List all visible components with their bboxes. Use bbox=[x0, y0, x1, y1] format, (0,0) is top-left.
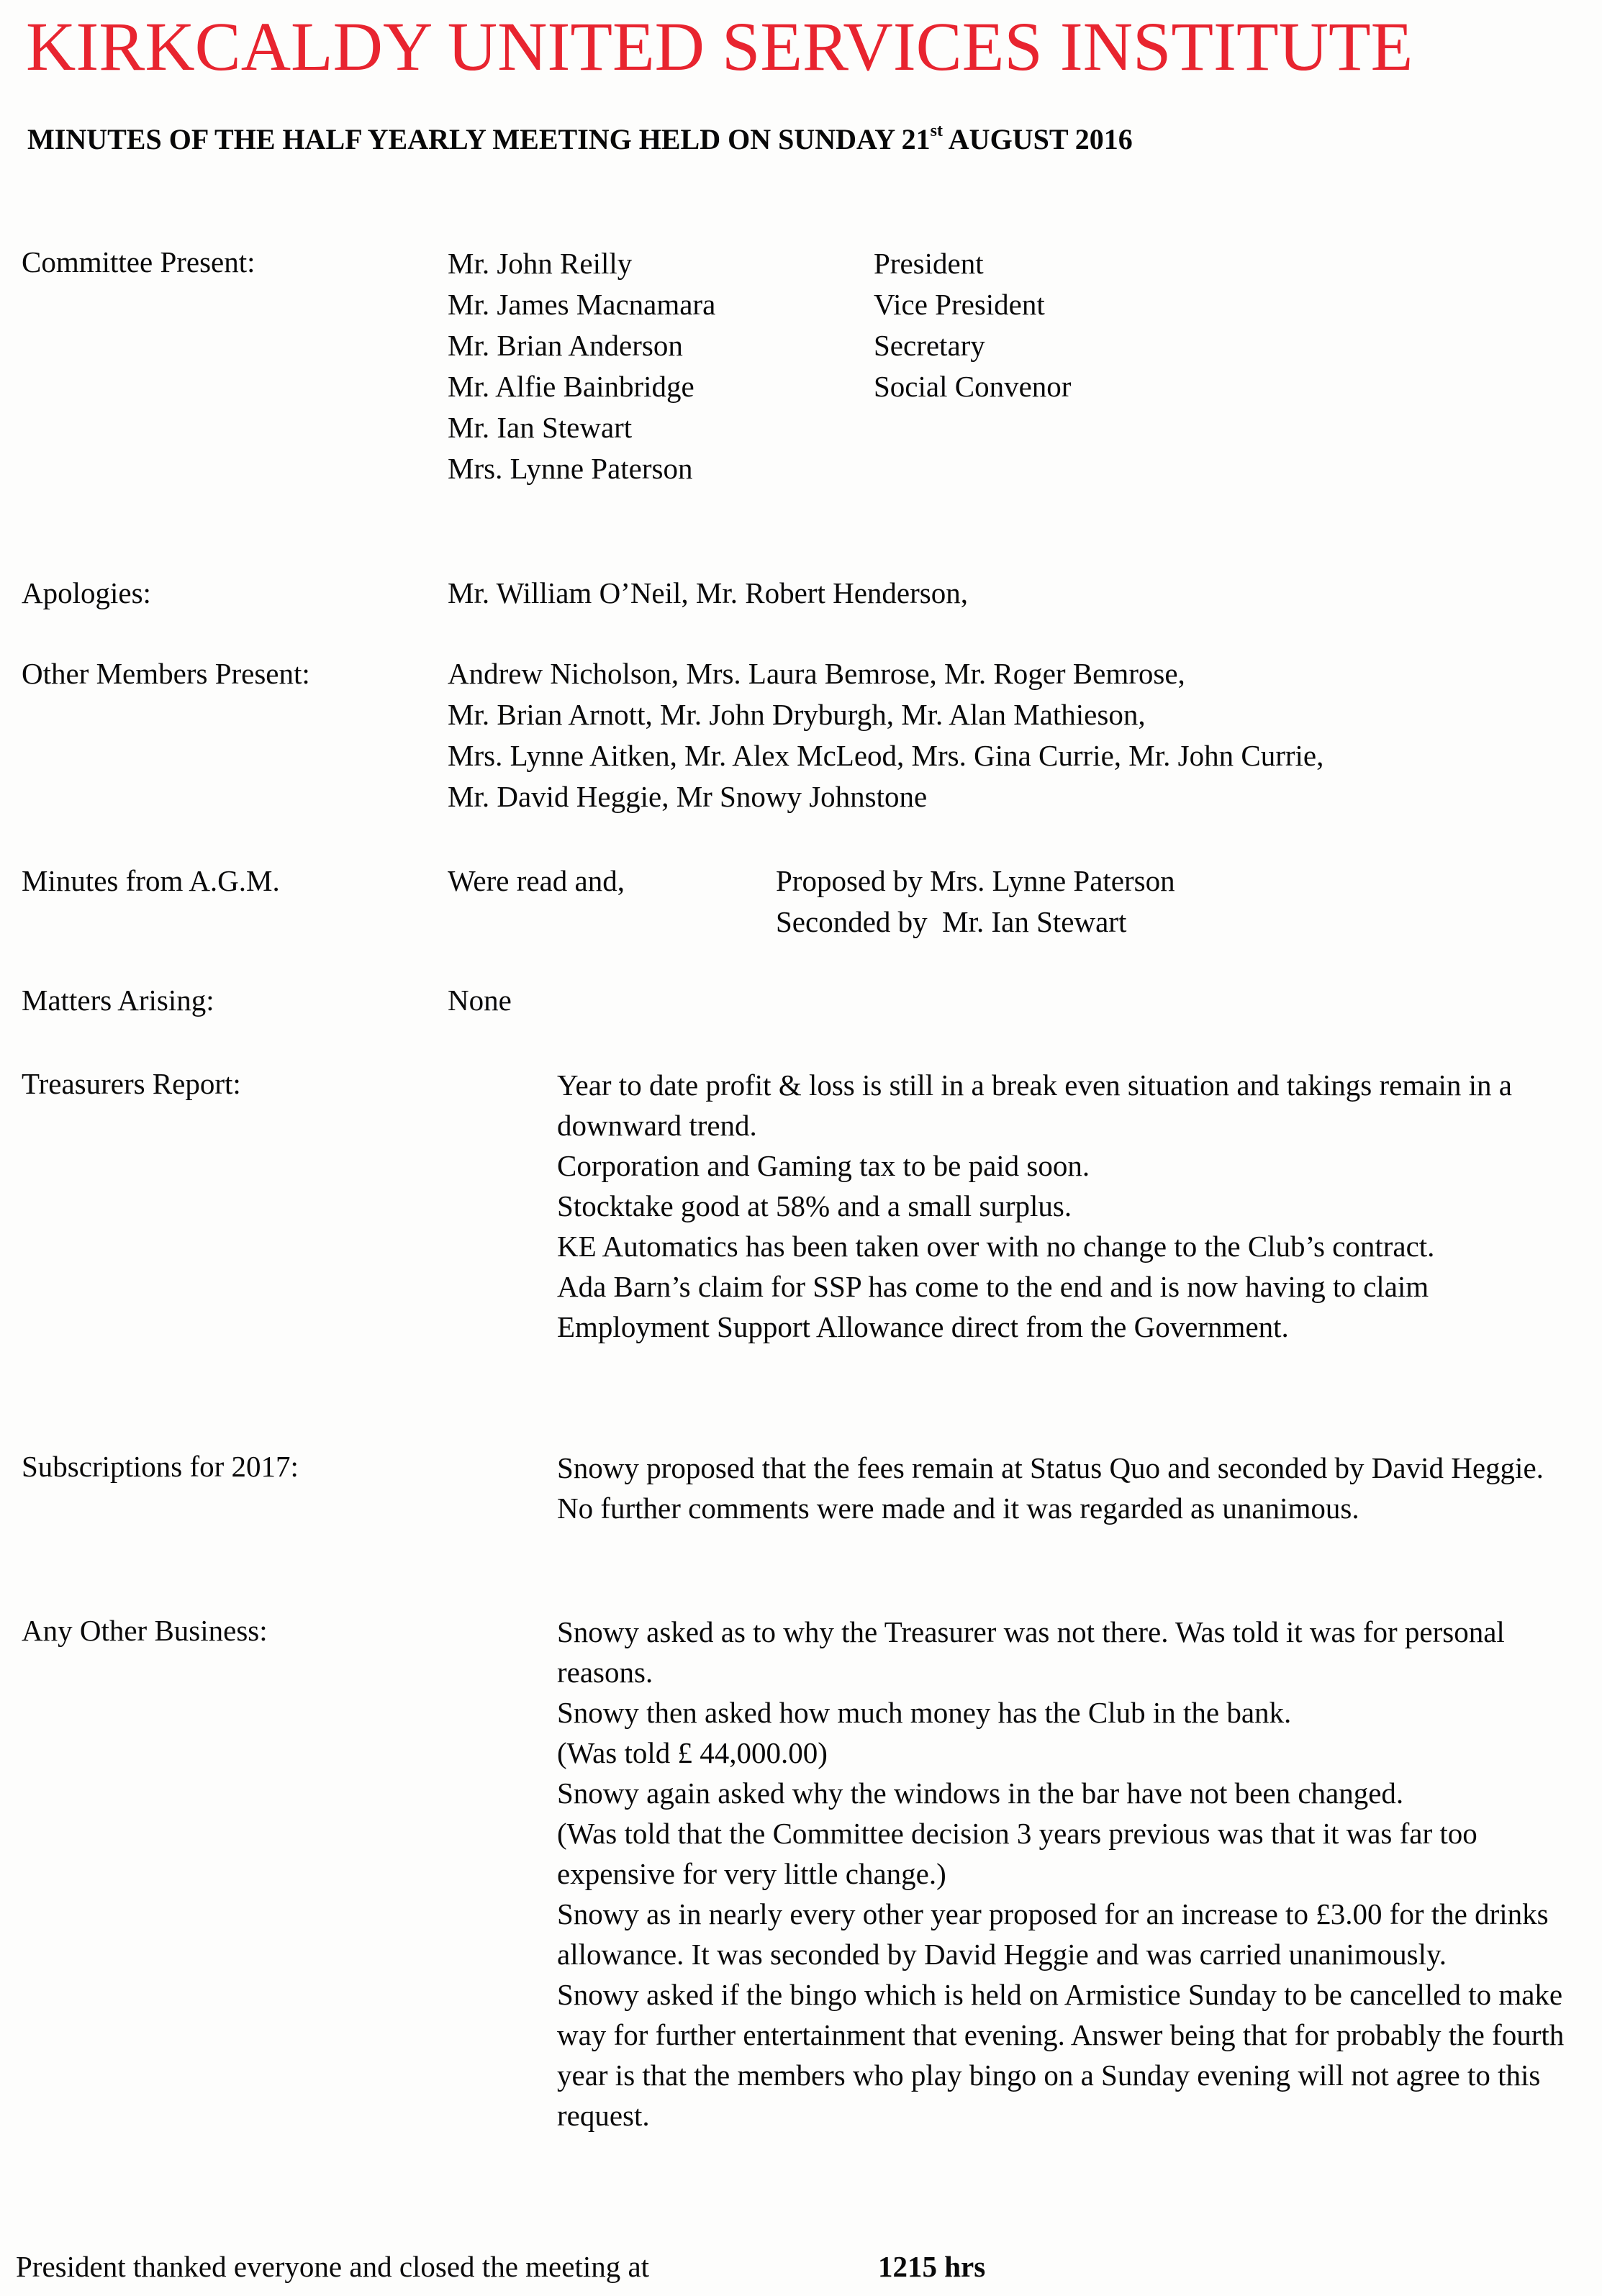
report-item: Year to date profit & loss is still in a break even situation and takings remain in a downward trend. bbox=[557, 1068, 1512, 1142]
other-members-line: Mr. David Heggie, Mr Snowy Johnstone bbox=[448, 780, 928, 813]
closing-statement: President thanked everyone and closed the meeting at bbox=[16, 2250, 650, 2283]
subscriptions-body bbox=[557, 1448, 1579, 1528]
organisation-title: KIRKCALDY UNITED SERVICES INSTITUTE bbox=[26, 8, 1413, 85]
apologies-text: Mr. William O’Neil, Mr. Robert Henderson, bbox=[448, 576, 968, 609]
report-item: Stocktake good at 58% and a small surplus. bbox=[557, 1189, 1072, 1222]
aob-item: (Was told £ 44,000.00) bbox=[557, 1736, 828, 1769]
aob-item: (Was told that the Committee decision 3 years previous was that it was far too expensive for very little change.) bbox=[557, 1817, 1477, 1890]
committee-member-role: President bbox=[874, 247, 984, 280]
agm-minutes-status: Were read and, bbox=[448, 864, 625, 897]
report-item: KE Automatics has been taken over with no change to the Club’s contract. bbox=[557, 1230, 1435, 1263]
other-members-line: Mrs. Lynne Aitken, Mr. Alex McLeod, Mrs. Gina Currie, Mr. John Currie, bbox=[448, 739, 1324, 772]
committee-member-role: Secretary bbox=[874, 329, 985, 362]
committee-member-name: Mrs. Lynne Paterson bbox=[448, 452, 693, 485]
other-members-line: Mr. Brian Arnott, Mr. John Dryburgh, Mr. Alan Mathieson, bbox=[448, 698, 1146, 731]
apologies-label: Apologies: bbox=[22, 576, 151, 609]
committee-member-role: Social Convenor bbox=[874, 370, 1072, 403]
document-heading bbox=[27, 122, 1133, 157]
heading-suffix: AUGUST 2016 bbox=[943, 123, 1133, 155]
committee-member-name: Mr. Brian Anderson bbox=[448, 329, 683, 362]
aob-body bbox=[557, 1612, 1593, 2136]
aob-label: Any Other Business: bbox=[22, 1614, 268, 1647]
treasurers-report-body bbox=[557, 1065, 1550, 1347]
committee-roles bbox=[874, 243, 1071, 407]
aob-item: Snowy again asked why the windows in the bar have not been changed. bbox=[557, 1777, 1404, 1810]
treasurers-report-label: Treasurers Report: bbox=[22, 1067, 241, 1100]
report-item: Corporation and Gaming tax to be paid soon. bbox=[557, 1149, 1090, 1182]
committee-label: Committee Present: bbox=[22, 245, 255, 278]
aob-item: Snowy as in nearly every other year proposed for an increase to £3.00 for the drinks allowance. It was seconded by David Heggie and was carried unanimously. bbox=[557, 1897, 1549, 1971]
aob-item: Snowy asked if the bingo which is held on Armistice Sunday to be cancelled to make way for further entertainment that evening. Answer being that for probably the fourth year is that the members who play bingo on a Sunday evening will not agree to this request. bbox=[557, 1978, 1565, 2132]
matters-arising-label: Matters Arising: bbox=[22, 984, 214, 1017]
heading-prefix: MINUTES OF THE HALF YEARLY MEETING HELD ON SUNDAY 21 bbox=[27, 123, 931, 155]
agm-proposed-by: Proposed by Mrs. Lynne Paterson bbox=[776, 864, 1175, 897]
committee-member-role: Vice President bbox=[874, 288, 1045, 321]
subscriptions-text: Snowy proposed that the fees remain at Status Quo and seconded by David Heggie. No further comments were made and it was regarded as unanimous. bbox=[557, 1451, 1544, 1525]
closing-time: 1215 hrs bbox=[878, 2250, 986, 2283]
heading-ordinal: st bbox=[930, 122, 943, 140]
aob-item: Snowy asked as to why the Treasurer was not there. Was told it was for personal reasons. bbox=[557, 1615, 1505, 1689]
other-members-list bbox=[448, 653, 1323, 817]
other-members-line: Andrew Nicholson, Mrs. Laura Bemrose, Mr. Roger Bemrose, bbox=[448, 657, 1185, 690]
other-members-label: Other Members Present: bbox=[22, 657, 310, 690]
subscriptions-label: Subscriptions for 2017: bbox=[22, 1450, 299, 1483]
agm-seconded-by: Seconded by Mr. Ian Stewart bbox=[776, 905, 1127, 938]
matters-arising-text: None bbox=[448, 984, 512, 1017]
committee-member-name: Mr. Ian Stewart bbox=[448, 411, 633, 444]
committee-member-name: Mr. James Macnamara bbox=[448, 288, 716, 321]
report-item: Ada Barn’s claim for SSP has come to the end and is now having to claim Employment Support Allowance direct from the Government. bbox=[557, 1270, 1429, 1343]
committee-member-name: Mr. Alfie Bainbridge bbox=[448, 370, 694, 403]
committee-names bbox=[448, 243, 715, 489]
aob-item: Snowy then asked how much money has the Club in the bank. bbox=[557, 1696, 1292, 1729]
agm-motion bbox=[776, 861, 1175, 943]
agm-minutes-label: Minutes from A.G.M. bbox=[22, 864, 280, 897]
committee-member-name: Mr. John Reilly bbox=[448, 247, 633, 280]
